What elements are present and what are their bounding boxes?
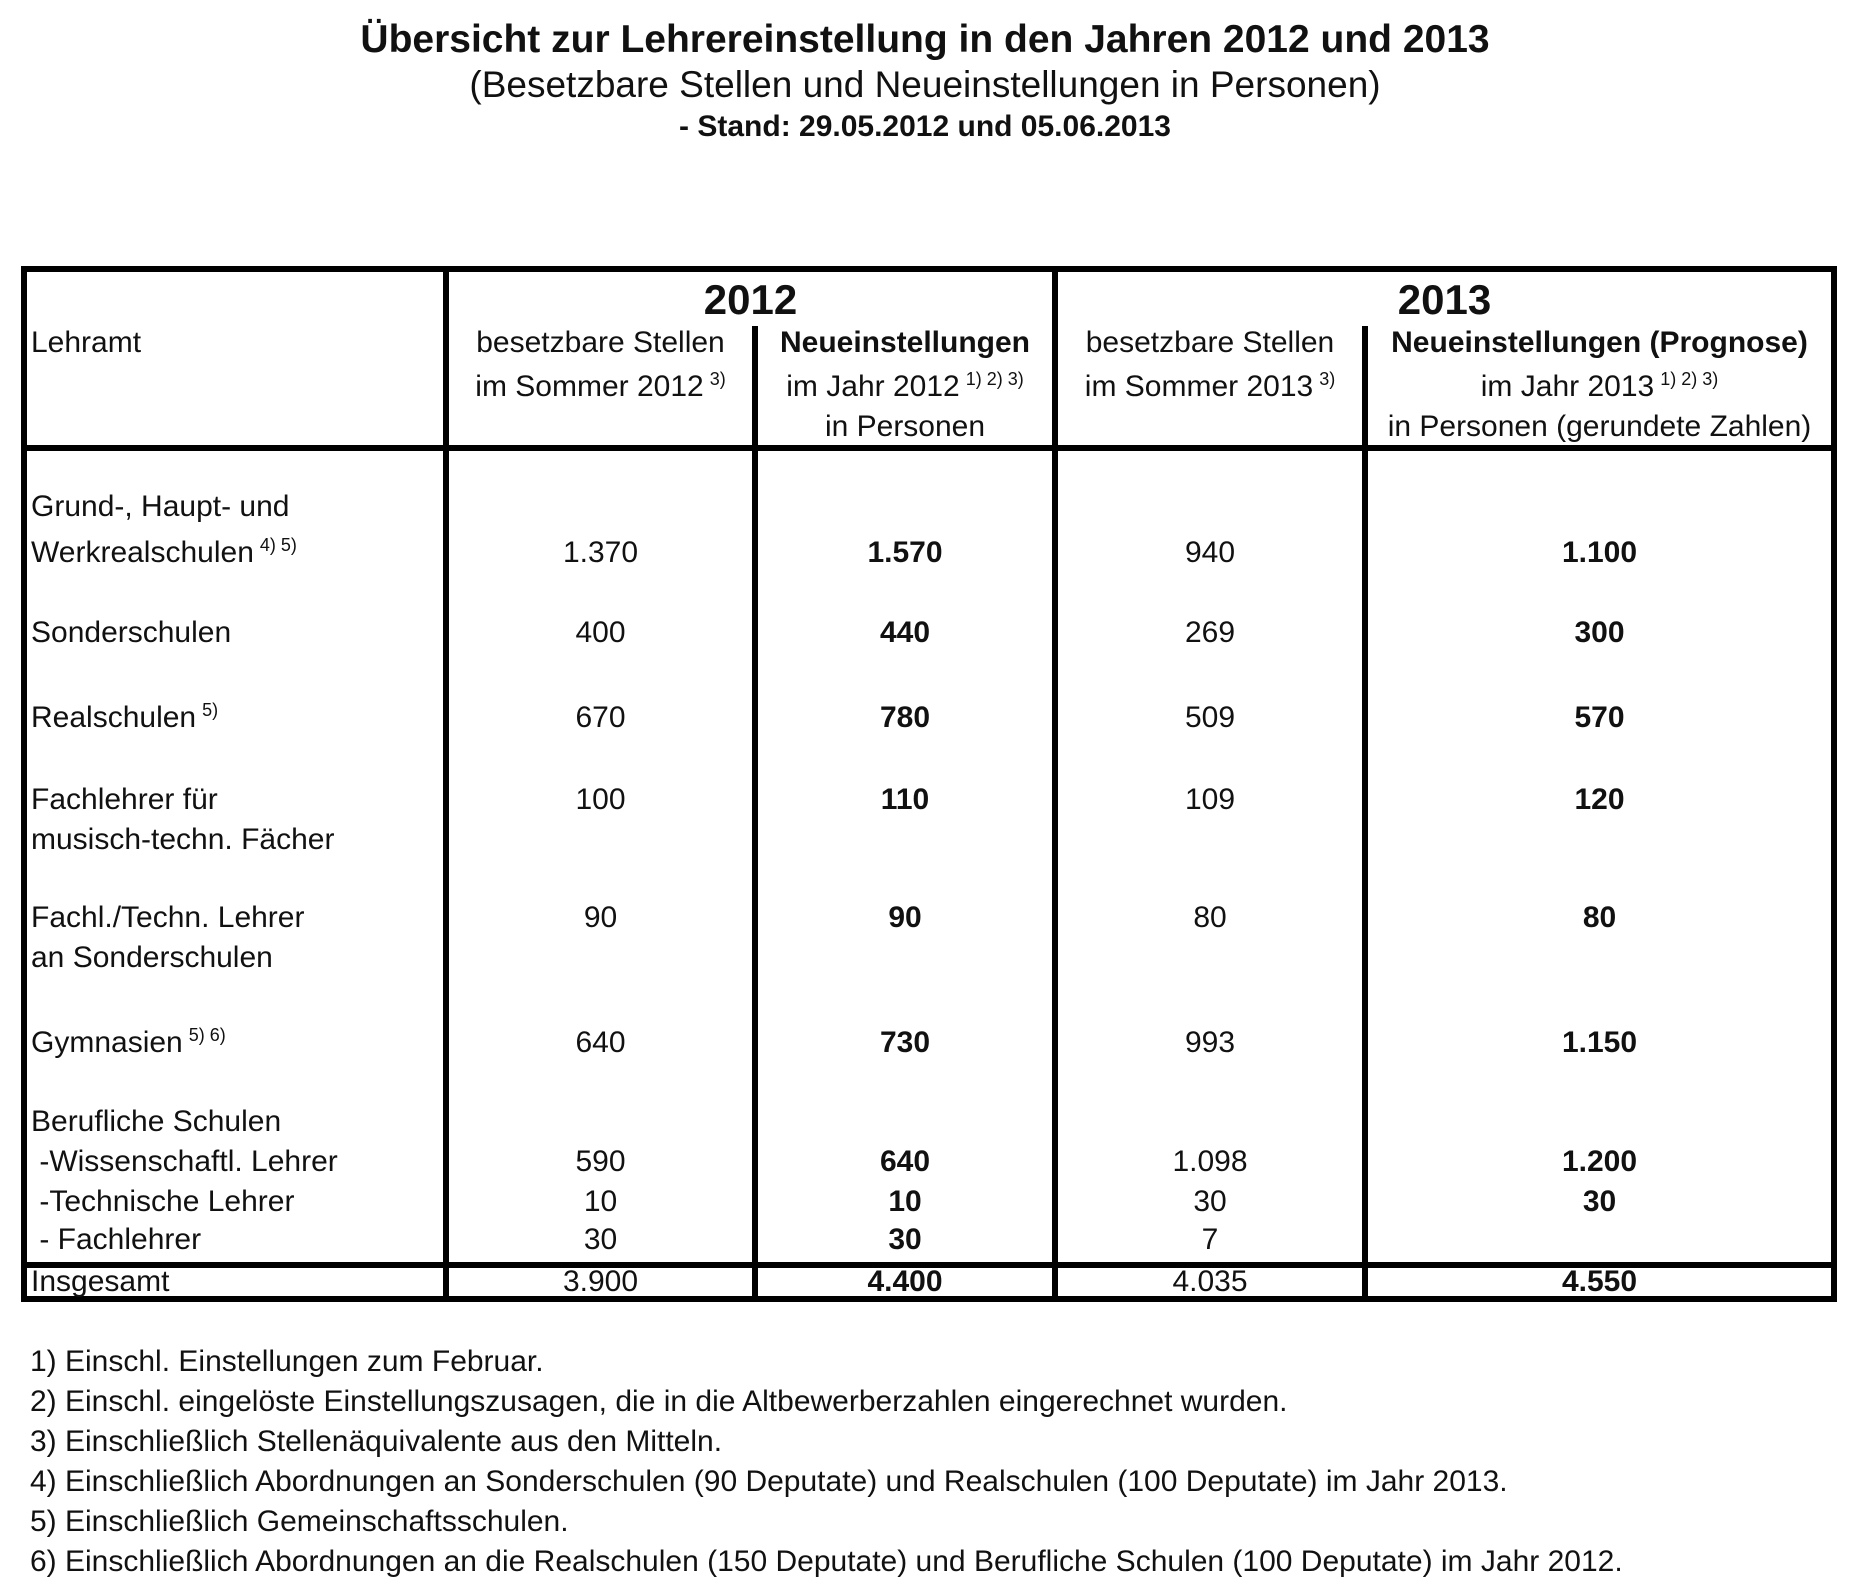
row-label: musisch-techn. Fächer [31,823,335,856]
total-cell: 4.550 [1561,1265,1638,1298]
column-header-lehramt: Lehramt [31,326,142,359]
total-label: Insgesamt [31,1265,170,1298]
row-label: Sonderschulen [31,616,232,649]
table-cell: 780 [879,701,931,734]
row-label: Fachl./Techn. Lehrer [31,901,305,934]
footnote: 1) Einschl. Einstellungen zum Februar. [30,1345,544,1378]
hiring-table [21,266,1837,1302]
table-cell: 80 [1582,901,1617,934]
row-label: Grund-, Haupt- und [31,490,290,523]
table-cell: 7 [1201,1223,1219,1256]
table-cell: 10 [888,1185,922,1218]
table-cell: 300 [1574,616,1625,649]
row-label: - Fachlehrer [31,1223,202,1256]
table-cell: 993 [1184,1026,1236,1059]
table-cell: 440 [879,616,931,649]
row-label: an Sonderschulen [31,941,273,974]
table-cell: 109 [1184,783,1236,816]
table-cell: 30 [1582,1185,1617,1218]
footnote: 4) Einschließlich Abordnungen an Sonderschulen (90 Deputate) und Realschulen (100 Deputate) im Jahr 2013. [30,1465,1508,1498]
column-header-stellen-2013-line2: im Sommer 2013 $^{3)}$ [1084,369,1336,403]
table-cell: 1.098 [1172,1145,1248,1178]
year-2013-header: 2013 [1397,276,1492,323]
table-cell: 1.100 [1561,536,1638,569]
column-header-neu-2012-line2: im Jahr 2012 $^{1) 2) 3)}$ [786,369,1024,403]
row-label: Berufliche Schulen [31,1105,282,1138]
document-title: Übersicht zur Lehrereinstellung in den Jahren 2012 und 2013 [360,18,1490,61]
year-2012-header: 2012 [703,276,798,323]
status-date: - Stand: 29.05.2012 und 05.06.2013 [679,110,1171,143]
table-cell: 570 [1574,701,1625,734]
footnote: 2) Einschl. eingelöste Einstellungszusagen, die in die Altbewerberzahlen eingerechnet wurden. [30,1385,1288,1418]
table-cell: 1.370 [562,536,639,569]
table-cell: 30 [888,1223,922,1256]
column-header-neu-2012-line3: in Personen [824,410,986,443]
table-cell: 1.200 [1561,1145,1638,1178]
table-cell: 100 [575,783,626,816]
table-cell: 269 [1184,616,1236,649]
table-cell: 640 [879,1145,931,1178]
row-label: -Wissenschaftl. Lehrer [31,1145,338,1178]
table-cell: 120 [1574,783,1625,816]
footnote: 3) Einschließlich Stellenäquivalente aus den Mitteln. [30,1425,723,1458]
table-cell: 80 [1193,901,1227,934]
column-header-neu-2013-line2: im Jahr 2013 $^{1) 2) 3)}$ [1480,369,1719,403]
table-cell: 940 [1184,536,1236,569]
column-header-neu-2013-line3: in Personen (gerundete Zahlen) [1387,410,1812,443]
document-subtitle: (Besetzbare Stellen und Neueinstellungen in Personen) [469,64,1381,105]
table-cell: 1.150 [1561,1026,1638,1059]
footnote: 5) Einschließlich Gemeinschaftsschulen. [30,1505,569,1538]
table-cell: 30 [583,1223,618,1256]
table-cell: 509 [1184,701,1236,734]
row-label: -Technische Lehrer [31,1185,295,1218]
total-cell: 4.400 [867,1265,943,1298]
table-cell: 30 [1193,1185,1227,1218]
table-cell: 640 [575,1026,626,1059]
column-header-neu-2013-line1: Neueinstellungen (Prognose) [1391,326,1808,359]
table-cell: 110 [880,783,930,816]
table-cell: 1.570 [867,536,943,569]
column-header-neu-2012-line1: Neueinstellungen [779,326,1031,359]
table-cell: 730 [879,1026,931,1059]
row-label: Fachlehrer für [31,783,218,816]
table-cell: 590 [575,1145,626,1178]
row-label: Werkrealschulen $^{4) 5)}$ [31,535,297,569]
row-label: Realschulen $^{5)}$ [31,700,219,734]
column-header-stellen-2012-line2: im Sommer 2012 $^{3)}$ [475,369,726,403]
table-cell: 90 [888,901,922,934]
table-cell: 90 [583,901,618,934]
table-cell: 670 [575,701,626,734]
footnote: 6) Einschließlich Abordnungen an die Realschulen (150 Deputate) und Berufliche Schulen (100 Deputate) im Jahr 2012. [30,1545,1623,1578]
row-label: Gymnasien $^{5) 6)}$ [31,1025,226,1059]
total-cell: 4.035 [1172,1265,1248,1298]
total-cell: 3.900 [562,1265,639,1298]
table-cell: 400 [575,616,626,649]
table-cell: 10 [583,1185,618,1218]
column-header-stellen-2012-line1: besetzbare Stellen [476,326,725,359]
column-header-stellen-2013-line1: besetzbare Stellen [1085,326,1335,359]
